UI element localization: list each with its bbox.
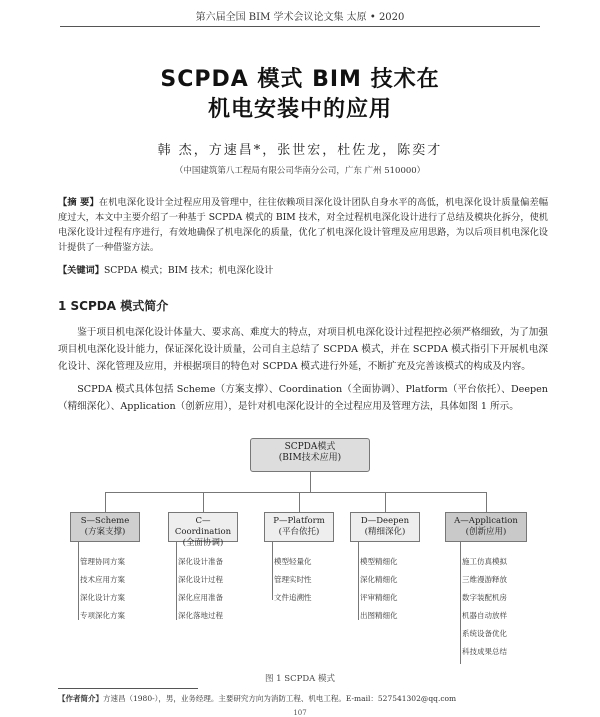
abstract-label: 【摘 要】 (58, 197, 99, 208)
category-sublabel: (精细深化) (364, 527, 406, 537)
abstract-text: 在机电深化设计全过程应用及管理中，往往依赖项目深化设计团队自身水平的高低，机电深化设计质量偏差幅度过大，本文中主要介绍了一种基于 SCPDA 模式的 BIM 技术，对全过程机电深化设计进行了总结及模块化拆分，使机电深化设计过程有序进行，有效地确保了机电深化的质量，优化了机电深化设计管理及应用思路，为以后项目机电深化设计提供了一种借鉴方法。 (58, 197, 549, 253)
item-a-5: 科技成果总结 (462, 647, 507, 656)
trunk-s (78, 542, 79, 620)
item-s-1: 技术应用方案 (80, 575, 125, 584)
item-c-0: 深化设计准备 (178, 557, 223, 566)
trunk-d (358, 542, 359, 620)
item-d-2: 评审精细化 (360, 593, 398, 602)
category-sublabel: (方案支撑) (84, 527, 126, 537)
category-scheme (70, 512, 140, 542)
header-rule (60, 26, 540, 27)
figure-caption: 图 1 SCPDA 模式 (264, 674, 335, 684)
item-d-3: 出图精细化 (360, 611, 398, 620)
keywords-text: SCPDA 模式；BIM 技术；机电深化设计 (103, 265, 274, 276)
item-d-0: 模型精细化 (360, 557, 398, 566)
paper-title-line1: SCPDA 模式 BIM 技术在 (160, 67, 440, 92)
connector-s (105, 492, 106, 512)
trunk-p (272, 542, 273, 600)
category-label: D—Deepen (360, 516, 410, 526)
item-c-2: 深化应用准备 (178, 593, 223, 602)
category-coordination (168, 512, 238, 548)
footnote-label: 【作者简介】 (58, 694, 103, 703)
connector-p (299, 492, 300, 512)
affiliation: （中国建筑第八工程局有限公司华南分公司，广东 广州 510000） (174, 166, 426, 176)
item-c-1: 深化设计过程 (178, 575, 223, 584)
category-sublabel: (创新应用) (465, 527, 507, 537)
connector-d (385, 492, 386, 512)
running-header: 第六届全国 BIM 学术会议论文集 太原 • 2020 (195, 12, 405, 23)
abstract (58, 195, 548, 255)
trunk-a (460, 542, 461, 664)
category-sublabel: (全面协调) (182, 538, 224, 548)
item-p-1: 管理实时性 (274, 575, 312, 584)
keywords-label: 【关键词】 (58, 265, 104, 276)
connector-root (310, 472, 311, 492)
root-line1: SCPDA模式 (284, 442, 336, 452)
connector-bus (105, 492, 486, 493)
item-a-3: 机器自动放样 (462, 611, 507, 620)
scpda-diagram (50, 430, 560, 660)
item-s-3: 专项深化方案 (80, 611, 125, 620)
trunk-c (176, 542, 177, 620)
category-sublabel: (平台依托) (278, 527, 320, 537)
item-c-3: 深化落地过程 (178, 611, 223, 620)
category-label: A—Application (454, 516, 518, 526)
category-deepen (350, 512, 420, 542)
section-heading: 1 SCPDA 模式简介 (58, 299, 169, 313)
item-d-1: 深化精细化 (360, 575, 398, 584)
paragraph-1: 鉴于项目机电深化设计体量大、要求高、难度大的特点，对项目机电深化设计过程把控必须严格细致，为了加强项目机电深化设计能力，保证深化设计质量，公司自主总结了 SCPDA 模式，并在 SCPDA 模式指引下开展机电深化设计、深化管理及应用，并根据项目的特色对 SCPDA 模式进行外延，不断扩充及完善该模式的构成及内容。 (58, 327, 548, 372)
author-footnote (58, 693, 578, 704)
authors: 韩 杰，方速昌*，张世宏，杜佐龙，陈奕才 (157, 143, 443, 158)
item-p-0: 模型轻量化 (274, 557, 312, 566)
item-s-0: 管理协同方案 (80, 557, 125, 566)
item-a-1: 三维漫游释放 (462, 575, 507, 584)
root-line2: (BIM技术应用) (278, 453, 342, 463)
item-a-4: 系统设备优化 (462, 629, 507, 638)
footnote-text: 方速昌（1980-），男，业务经理。主要研究方向为消防工程、机电工程。E-mail：527541302@qq.com (103, 694, 457, 703)
root-node (250, 438, 370, 472)
item-s-2: 深化设计方案 (80, 593, 125, 602)
item-a-2: 数字装配机房 (462, 593, 507, 602)
connector-c (203, 492, 204, 512)
paragraph-2: SCPDA 模式具体包括 Scheme（方案支撑）、Coordination（全面协调）、Platform（平台依托）、Deepen（精细深化）、Application（创新应用），是针对机电深化设计的全过程应用及管理方法，具体如图 1 所示。 (58, 384, 548, 412)
item-a-0: 施工仿真模拟 (462, 557, 507, 566)
category-label: C—Coordination (174, 516, 232, 537)
paper-title-line2: 机电安装中的应用 (207, 97, 392, 122)
category-label: P—Platform (273, 516, 325, 526)
footnote-rule (58, 688, 198, 689)
category-platform (264, 512, 334, 542)
connector-a (486, 492, 487, 512)
item-p-2: 文件追溯性 (274, 593, 312, 602)
page-number: 107 (293, 709, 307, 717)
category-label: S—Scheme (80, 516, 130, 526)
category-application (445, 512, 527, 542)
keywords (58, 262, 548, 276)
